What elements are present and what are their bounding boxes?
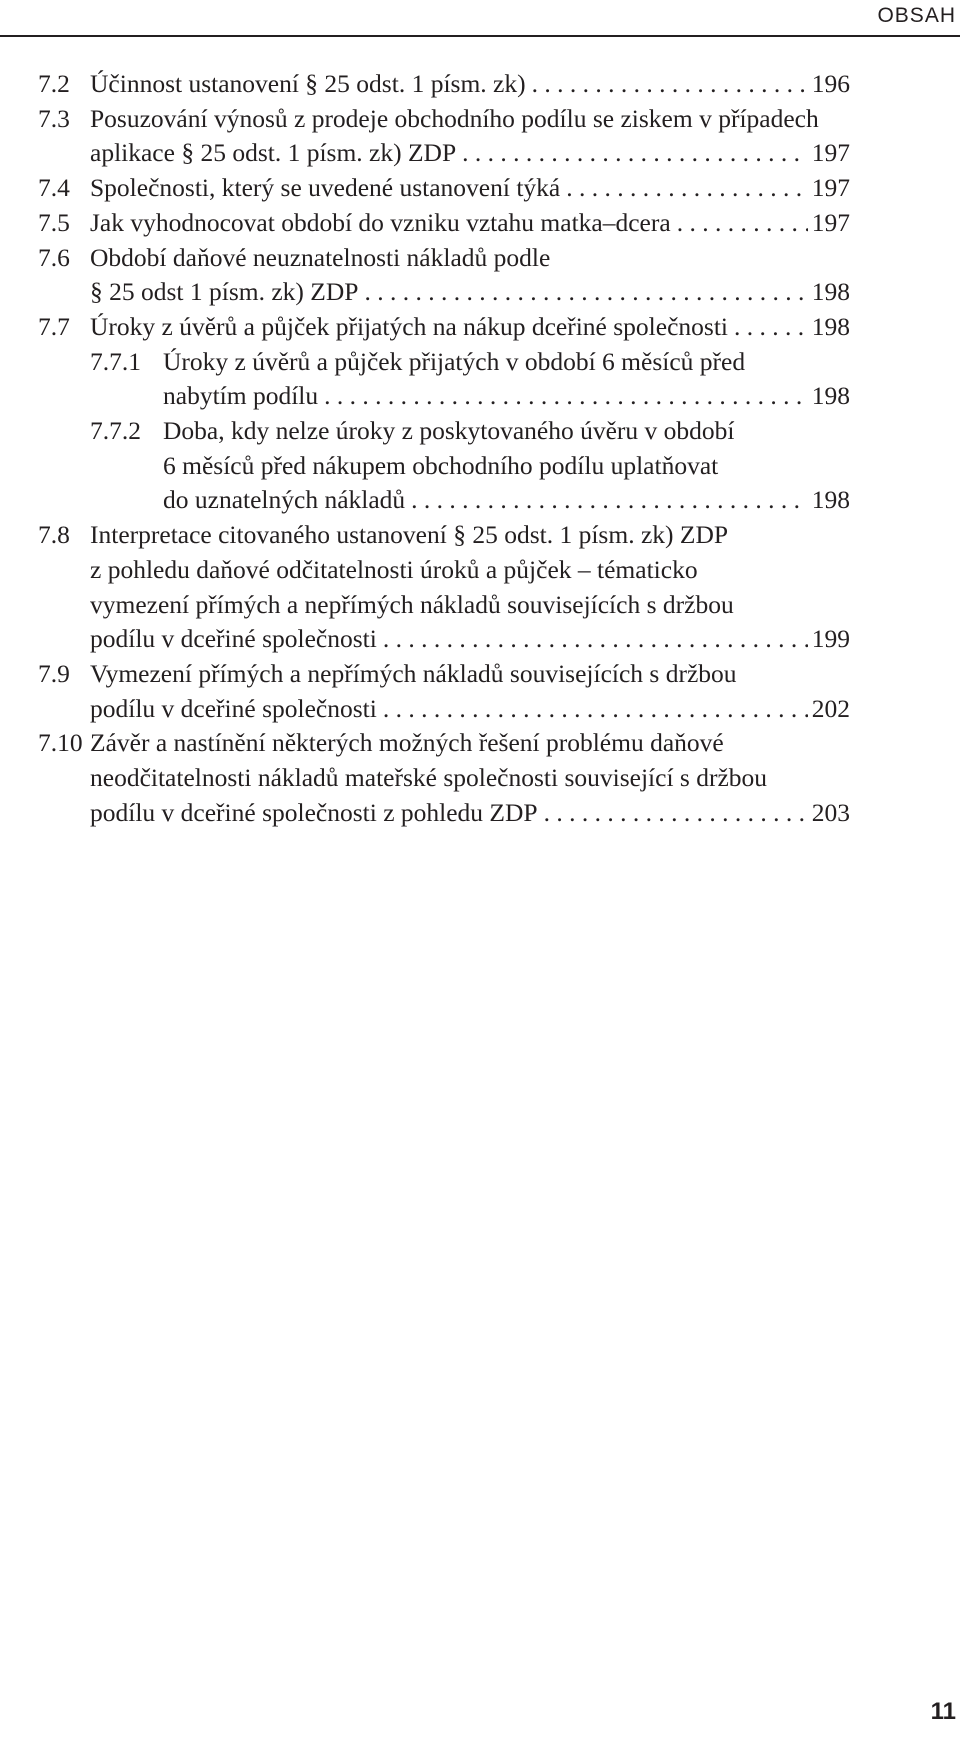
toc-entry[interactable] bbox=[0, 171, 960, 206]
toc-entry-page: 202 bbox=[811, 693, 850, 723]
toc-entry-title: Období daňové neuznatelnosti nákladů podle bbox=[90, 242, 551, 272]
toc-entry-title: Posuzování výnosů z prodeje obchodního podílu se ziskem v případech bbox=[90, 103, 819, 133]
toc-entry[interactable] bbox=[0, 345, 960, 414]
dot-leader bbox=[364, 275, 807, 310]
dot-leader bbox=[566, 171, 808, 206]
dot-leader bbox=[324, 379, 808, 414]
toc-entry-number: 7.10 bbox=[38, 728, 83, 758]
toc-entry-number: 7.7.2 bbox=[90, 416, 141, 446]
toc-entry-line bbox=[90, 622, 850, 657]
toc-entry-title: podílu v dceřiné společnosti z pohledu ZDP bbox=[90, 797, 538, 827]
toc-entry-number: 7.9 bbox=[38, 658, 70, 688]
toc-entry-page: 196 bbox=[811, 69, 850, 98]
toc-entry[interactable] bbox=[0, 726, 960, 830]
toc-entry[interactable] bbox=[0, 241, 960, 310]
toc-entry-line bbox=[90, 275, 850, 310]
toc-entry-page: 203 bbox=[811, 797, 850, 827]
toc-entry-page: 198 bbox=[811, 485, 850, 515]
toc-entry-title: do uznatelných nákladů bbox=[163, 485, 406, 515]
toc-entry-line bbox=[90, 310, 850, 345]
toc-entry-page: 199 bbox=[811, 624, 850, 654]
toc-entry-number: 7.4 bbox=[38, 173, 70, 203]
toc-entry-page: 197 bbox=[811, 138, 850, 168]
dot-leader bbox=[383, 692, 808, 727]
toc-entry-number: 7.7.1 bbox=[90, 346, 141, 376]
toc-entry-line bbox=[90, 241, 850, 276]
toc-entry-title: Doba, kdy nelze úroky z poskytovaného úvěru v období bbox=[163, 416, 735, 446]
dot-leader bbox=[677, 206, 808, 241]
toc-entry[interactable] bbox=[0, 414, 960, 518]
toc-entry-page: 197 bbox=[811, 173, 850, 203]
toc-entry-line bbox=[163, 483, 850, 518]
toc-entry-number: 7.2 bbox=[38, 69, 70, 98]
toc-entry-line bbox=[90, 726, 850, 761]
toc-entry-title: Účinnost ustanovení § 25 odst. 1 písm. zk) bbox=[90, 69, 526, 98]
toc-entry-page: 198 bbox=[811, 311, 850, 341]
toc-entry-number: 7.7 bbox=[38, 311, 70, 341]
toc-entry-number: 7.8 bbox=[38, 520, 70, 550]
toc-entry-title: Interpretace citovaného ustanovení § 25 odst. 1 písm. zk) ZDP bbox=[90, 520, 729, 550]
toc-entry[interactable] bbox=[0, 310, 960, 345]
toc-entry-title: Jak vyhodnocovat období do vzniku vztahu matka–dcera bbox=[90, 207, 671, 237]
toc-entry-title: aplikace § 25 odst. 1 písm. zk) ZDP bbox=[90, 138, 457, 168]
page-number: 11 bbox=[930, 1698, 956, 1725]
toc-entry-title: Závěr a nastínění některých možných řešení problému daňové bbox=[90, 728, 724, 758]
toc-entry-title: Vymezení přímých a nepřímých nákladů souvisejících s držbou bbox=[90, 658, 737, 688]
toc-entry-title: z pohledu daňové odčitatelnosti úroků a půjček – tématicko bbox=[90, 554, 698, 584]
toc-entry-title: vymezení přímých a nepřímých nákladů souvisejících s držbou bbox=[90, 589, 734, 619]
toc-entry-line bbox=[90, 67, 850, 102]
toc-entry-title: 6 měsíců před nákupem obchodního podílu uplatňovat bbox=[163, 450, 719, 480]
toc-entry-page: 197 bbox=[811, 207, 850, 237]
toc-entry-line bbox=[163, 345, 850, 380]
toc-entry-line bbox=[90, 102, 850, 137]
dot-leader bbox=[532, 67, 808, 102]
toc-entry-line bbox=[90, 796, 850, 831]
toc-entry-title: § 25 odst 1 písm. zk) ZDP bbox=[90, 277, 359, 307]
toc-entry-line bbox=[90, 171, 850, 206]
dot-leader bbox=[544, 796, 808, 831]
toc-entry-line bbox=[163, 414, 850, 449]
dot-leader bbox=[462, 136, 808, 171]
dot-leader bbox=[411, 483, 808, 518]
toc-entry-line bbox=[163, 379, 850, 414]
section-label: OBSAH bbox=[877, 4, 956, 27]
toc-entry-line bbox=[90, 136, 850, 171]
toc-entry-number: 7.5 bbox=[38, 207, 70, 237]
toc-entry-title: podílu v dceřiné společnosti bbox=[90, 693, 377, 723]
toc-entry-line bbox=[90, 553, 850, 588]
toc-entry-line bbox=[90, 761, 850, 796]
toc-entry-line bbox=[90, 518, 850, 553]
table-of-contents bbox=[0, 67, 960, 830]
toc-entry[interactable] bbox=[0, 67, 960, 102]
toc-entry-title: Společnosti, který se uvedené ustanovení týká bbox=[90, 173, 561, 203]
toc-entry-title: Úroky z úvěrů a půjček přijatých na nákup dceřiné společnosti bbox=[90, 311, 728, 341]
toc-entry[interactable] bbox=[0, 206, 960, 241]
toc-entry-line bbox=[90, 657, 850, 692]
toc-entry[interactable] bbox=[0, 657, 960, 726]
header-divider bbox=[0, 35, 960, 37]
toc-entry-title: neodčitatelnosti nákladů mateřské společnosti související s držbou bbox=[90, 763, 768, 793]
toc-entry-line bbox=[90, 588, 850, 623]
toc-entry-page: 198 bbox=[811, 277, 850, 307]
toc-entry-page: 198 bbox=[811, 381, 850, 411]
toc-entry-title: podílu v dceřiné společnosti bbox=[90, 624, 377, 654]
toc-entry[interactable] bbox=[0, 518, 960, 657]
toc-entry-title: nabytím podílu bbox=[163, 381, 319, 411]
toc-entry-number: 7.6 bbox=[38, 242, 70, 272]
toc-entry-title: Úroky z úvěrů a půjček přijatých v období 6 měsíců před bbox=[163, 346, 746, 376]
toc-entry-line bbox=[90, 206, 850, 241]
toc-entry-line bbox=[163, 449, 850, 484]
toc-entry-number: 7.3 bbox=[38, 103, 70, 133]
toc-entry[interactable] bbox=[0, 102, 960, 171]
toc-entry-line bbox=[90, 692, 850, 727]
dot-leader bbox=[734, 310, 808, 345]
dot-leader bbox=[383, 622, 808, 657]
